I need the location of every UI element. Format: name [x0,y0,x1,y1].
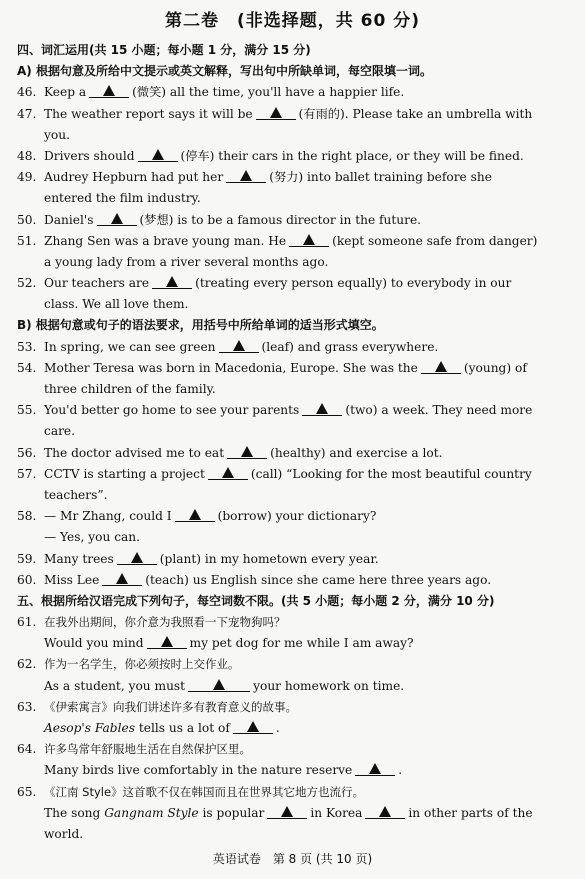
triangle-icon [281,806,293,817]
answer-blank[interactable] [227,444,267,459]
q-text: (treating every person equally) to everybody in our [195,276,512,291]
question-58 [17,506,579,527]
question-55 [17,400,579,421]
triangle-icon [222,467,234,478]
q-number: 49. [17,170,37,185]
q-text: Would you mind [44,636,144,651]
q-chinese: 作为一名学生，你必须按时上交作业。 [44,657,240,672]
q-text: Mother Teresa was born in Macedonia, Europe. She was the [44,360,418,375]
q-text-continued: three children of the family. [44,382,216,396]
q-text: tells us a lot of [138,721,230,735]
answer-blank[interactable] [89,83,129,98]
q-chinese: 在我外出期间，你介意为我照看一下宠物狗吗？ [44,615,286,630]
q-text: (borrow) your dictionary? [217,509,377,524]
triangle-icon [435,361,447,372]
page-footer: 英语试卷 第 8 页 (共 10 页) [212,852,373,866]
q-number: 59. [17,551,37,566]
q-number: 65. [17,784,37,799]
triangle-icon [166,276,178,287]
q-text: Keep a [44,85,87,100]
q-text: CCTV is starting a project [44,466,205,481]
q-text: Daniel's [44,212,94,227]
q-text: (努力) into ballet training before she [269,170,492,185]
q-text: (call) “Looking for the most beautiful country [250,466,532,481]
answer-blank[interactable] [302,401,342,416]
question-53 [17,337,579,358]
q-text: The doctor advised me to eat [44,445,225,460]
q-text: (two) a week. They need more [345,403,533,418]
question-61 [17,612,579,633]
triangle-icon [379,806,391,817]
triangle-icon [189,509,201,520]
q-number: 58. [17,509,37,524]
question-64-answer [17,760,579,781]
answer-blank[interactable] [175,507,215,522]
section4-partA: A) 根据句意及所给中文提示或英文解释，写出句中所缺单词，每空限填一词。 [17,64,432,79]
q-chinese: 《伊索寓言》向我们讲述许多有教育意义的故事。 [44,699,297,714]
triangle-icon [270,107,282,118]
question-62 [17,654,579,675]
q-number: 63. [17,699,37,714]
q-text: (plant) in my hometown every year. [159,551,379,566]
answer-blank[interactable] [152,274,192,289]
q-text: my pet dog for me while I am away? [189,636,414,651]
answer-blank[interactable] [117,550,157,565]
triangle-icon [247,721,259,732]
answer-blank[interactable] [421,359,461,374]
answer-blank[interactable] [233,719,273,734]
q-text: (kept someone safe from danger) [332,233,538,248]
q-number: 61. [17,615,37,630]
page-title: 第二卷 (非选择题，共 60 分) [164,11,421,31]
q-number: 56. [17,445,37,460]
q-text: (有雨的). Please take an umbrella with [298,106,533,121]
question-54 [17,358,579,379]
q-number: 60. [17,572,37,587]
triangle-icon [116,573,128,584]
question-63-answer [17,718,579,739]
question-51 [17,231,579,252]
q-text: (梦想) is to be a famous director in the future. [139,212,422,227]
q-text-continued: you. [44,127,70,142]
answer-blank[interactable] [97,211,137,226]
q-text: Miss Lee [44,572,100,587]
question-64 [17,739,579,760]
answer-blank[interactable] [188,677,250,692]
question-60 [17,570,579,591]
q-text: in Korea [310,805,363,820]
triangle-icon [233,340,245,351]
triangle-icon [369,763,381,774]
answer-blank[interactable] [355,761,395,776]
triangle-icon [131,552,143,563]
q-text: As a student, you must [44,678,186,693]
q-text-continued: care. [44,424,76,439]
question-63 [17,697,579,718]
question-49 [17,167,579,188]
q-number: 64. [17,742,37,757]
question-50 [17,210,579,231]
section5-heading: 五、根据所给汉语完成下列句子，每空词数不限。(共 5 小题；每小题 2 分，满分 10 分) [17,593,495,608]
q-number: 55. [17,403,37,418]
question-65-answer [17,803,579,824]
q-text: The weather report says it will be [44,106,253,121]
triangle-icon [213,679,225,690]
q-text-continued: class. We all love them. [44,297,189,312]
q-text: (teach) us English since she came here three years ago. [145,572,492,587]
answer-blank[interactable] [256,105,296,120]
q-text: is popular [202,805,265,820]
q-chinese: 许多鸟常年舒服地生活在自然保护区里。 [44,742,251,757]
q-number: 57. [17,466,37,481]
exam-content [17,40,579,845]
q-text: The song [44,805,101,820]
q-number: 53. [17,339,37,354]
answer-blank[interactable] [208,465,248,480]
answer-blank[interactable] [267,804,307,819]
answer-blank[interactable] [138,147,178,162]
q-text: your homework on time. [253,678,405,693]
triangle-icon [316,403,328,414]
question-59 [17,549,579,570]
q-text-continued: teachers”. [44,487,108,502]
q-number: 46. [17,85,37,100]
q-text: (young) of [463,360,527,375]
triangle-icon [240,170,252,181]
answer-blank[interactable] [226,168,266,183]
q-text: Drivers should [44,148,135,163]
q-text: (healthy) and exercise a lot. [270,445,443,460]
q-text: (停车) their cars in the right place, or they will be fined. [180,148,524,163]
q-number: 52. [17,276,37,291]
answer-blank[interactable] [365,804,405,819]
book-title: Aesop's Fables [44,721,135,735]
triangle-icon [241,446,253,457]
q-text: Many birds live comfortably in the nature reserve [44,763,353,778]
triangle-icon [103,85,115,96]
q-chinese: 《江南 Style》这首歌不仅在韩国而且在世界其它地方也流行。 [44,784,365,799]
question-61-answer [17,633,579,654]
q-number: 51. [17,233,37,248]
question-46 [17,82,579,103]
question-48 [17,146,579,167]
q-text-continued: — Yes, you can. [44,530,141,545]
question-62-answer [17,676,579,697]
q-text: In spring, we can see green [44,339,216,354]
q-text: — Mr Zhang, could I [44,509,172,524]
triangle-icon [111,213,123,224]
q-text: (微笑) all the time, you'll have a happier life. [132,85,405,100]
q-text-continued: world. [44,826,84,841]
triangle-icon [161,636,173,647]
q-text: Our teachers are [44,276,150,291]
q-text: Zhang Sen was a brave young man. He [44,233,287,248]
q-number: 62. [17,657,37,672]
q-number: 54. [17,360,37,375]
question-47 [17,104,579,125]
q-text-continued: a young lady from a river several months ago. [44,254,329,269]
q-text: Audrey Hepburn had put her [44,170,224,185]
q-text: . [398,763,403,778]
triangle-icon [152,149,164,160]
answer-blank[interactable] [219,338,259,353]
q-text: You'd better go home to see your parents [44,403,300,418]
question-57 [17,464,579,485]
question-65 [17,782,579,803]
question-56 [17,443,579,464]
q-number: 50. [17,212,37,227]
triangle-icon [303,234,315,245]
q-text: Many trees [44,551,114,566]
song-title: Gangnam Style [104,805,199,820]
answer-blank[interactable] [102,571,142,586]
section4-partB: B) 根据句意或句子的语法要求，用括号中所给单词的适当形式填空。 [17,318,384,333]
answer-blank[interactable] [289,232,329,247]
answer-blank[interactable] [147,634,187,649]
q-number: 48. [17,148,37,163]
q-text-continued: entered the film industry. [44,191,201,206]
q-text: in other parts of the [408,805,533,820]
q-text: (leaf) and grass everywhere. [261,339,439,354]
section4-heading: 四、词汇运用(共 15 小题；每小题 1 分，满分 15 分) [17,43,311,57]
q-text: . [275,721,280,735]
question-52 [17,273,579,294]
q-number: 47. [17,106,37,121]
